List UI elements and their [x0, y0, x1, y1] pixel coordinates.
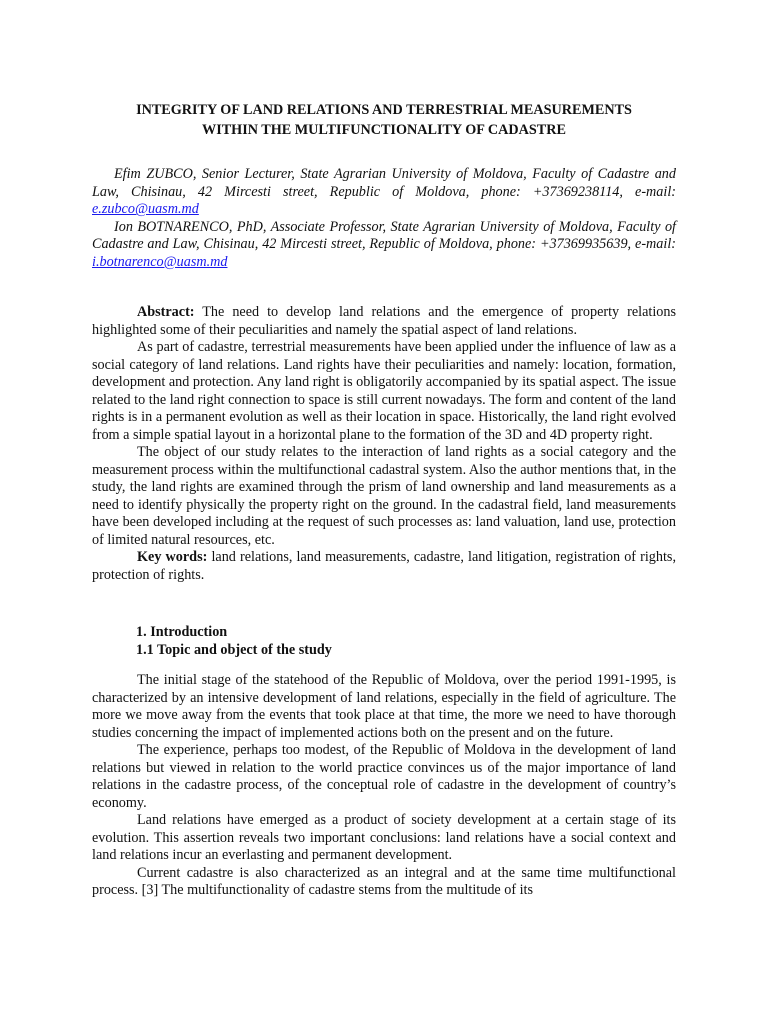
abstract-paragraph-3: The object of our study relates to the interaction of land rights as a social category and the measurement process within the multifunctional cadastral system. Also the author mentions that, in the study, the land rights are examined through the prism of land ownership and land measurements as a need to identify physically the property right on the ground. In the cadastral field, land measurements have been developed including at the request of such processes as: land valuation, land use, protection of limited natural resources, etc.	[92, 444, 676, 548]
intro-paragraph-2: The experience, perhaps too modest, of the Republic of Moldova in the development of land relations but viewed in relation to the world practice convinces us of the major importance of land relations in the cadastre process, of the conceptual role of cadastre in the development of country’s economy.	[92, 742, 676, 811]
author-2-text: Ion BOTNARENCO, PhD, Associate Professor, State Agrarian University of Moldova, Faculty of Cadastre and Law, Chisinau, 42 Mircesti street, Republic of Moldova, phone: +37369935639, e-mail:	[92, 218, 676, 253]
keywords-paragraph	[92, 549, 676, 584]
abstract-section	[92, 304, 676, 584]
author-1-text: Efim ZUBCO, Senior Lecturer, State Agrarian University of Moldova, Faculty of Cadastre and Law, Chisinau, 42 Mircesti street, Republic of Moldova, phone: +37369238114, e-mail:	[92, 166, 676, 200]
author-1	[92, 166, 676, 219]
abstract-paragraph-1	[92, 304, 676, 339]
keywords-text: land relations, land measurements, cadastre, land litigation, registration of rights, protection of rights.	[92, 549, 677, 583]
abstract-text-1: The need to develop land relations and the emergence of property relations highlighted some of their peculiarities and namely the spatial aspect of land relations.	[92, 304, 676, 338]
intro-paragraph-1: The initial stage of the statehood of the Republic of Moldova, over the period 1991-1995, is characterized by an intensive development of land relations, especially in the field of agriculture. The more we move away from the events that took place at that time, the more we need to have thorough studies concerning the impact of implemented actions both on the present and on the future.	[92, 672, 676, 741]
keywords-label: Key words:	[137, 549, 208, 565]
author-2-email-link[interactable]: i.botnarenco@uasm.md	[92, 253, 228, 270]
section-heading: 1. Introduction	[136, 624, 228, 640]
paper-title	[92, 100, 676, 140]
introduction-headings	[92, 623, 720, 659]
subsection-heading: 1.1 Topic and object of the study	[136, 642, 332, 658]
introduction-body	[92, 672, 676, 900]
author-2	[92, 219, 676, 272]
abstract-paragraph-2: As part of cadastre, terrestrial measurements have been applied under the influence of law as a social category of land relations. Land rights have their peculiarities and namely: location, formation, development and protection. Any land right is obligatorily accompanied by its spatial aspect. The issue related to the land right connection to space is still current nowadays. The form and content of the land rights is in a permanent evolution as well as their location in space. Historically, the land right evolved from a simple spatial layout in a horizontal plane to the formation of the 3D and 4D property right.	[92, 339, 676, 443]
author-1-email-link[interactable]: e.zubco@uasm.md	[92, 201, 199, 218]
title-line-2: WITHIN THE MULTIFUNCTIONALITY OF CADASTRE	[202, 122, 566, 138]
intro-paragraph-3: Land relations have emerged as a product of society development at a certain stage of its evolution. This assertion reveals two important conclusions: land relations have a social context and land relations incur an everlasting and permanent development.	[92, 812, 676, 863]
intro-paragraph-4: Current cadastre is also characterized as an integral and at the same time multifunctional process. [3] The multifunctionality of cadastre stems from the multitude of its	[92, 864, 676, 898]
title-line-1: INTEGRITY OF LAND RELATIONS AND TERRESTRIAL MEASUREMENTS	[136, 102, 632, 118]
author-affiliations	[92, 166, 676, 272]
abstract-label: Abstract:	[137, 304, 195, 320]
